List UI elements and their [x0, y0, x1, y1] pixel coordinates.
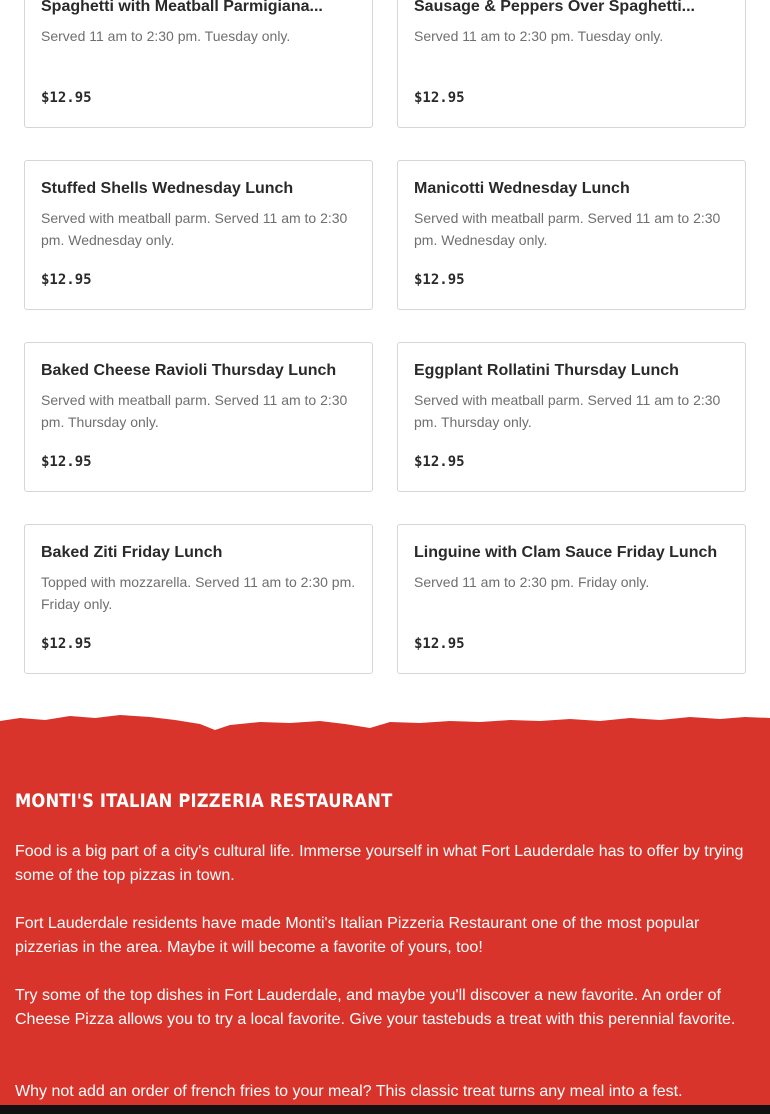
- menu-item-title: Baked Cheese Ravioli Thursday Lunch: [41, 362, 337, 379]
- footer-paragraph: Food is a big part of a city's cultural life. Immerse yourself in what Fort Lauderdale has to offer by trying some of the top pizzas in town.: [15, 843, 744, 884]
- menu-item-price: $12.95: [41, 272, 92, 288]
- footer-paragraph: Try some of the top dishes in Fort Lauderdale, and maybe you'll discover a new favorite. An order of Cheese Pizza allows you to try a local favorite. Give your tastebuds a treat with this perennial favorite.: [15, 987, 736, 1028]
- menu-item-card[interactable]: [397, 342, 746, 492]
- menu-item-card[interactable]: [397, 524, 746, 674]
- menu-item-price: $12.95: [414, 454, 465, 470]
- menu-item-price: $12.95: [41, 90, 92, 106]
- menu-item-card[interactable]: [397, 160, 746, 310]
- menu-item-description: Served 11 am to 2:30 pm. Tuesday only.: [414, 28, 664, 44]
- menu-item-card[interactable]: [24, 160, 373, 310]
- menu-item-price: $12.95: [414, 636, 465, 652]
- menu-item-title: Baked Ziti Friday Lunch: [41, 544, 223, 561]
- restaurant-info-footer: [0, 712, 770, 1114]
- footer-paragraph: Why not add an order of french fries to your meal? This classic treat turns any meal into a fest.: [15, 1083, 683, 1100]
- menu-item-card[interactable]: [397, 0, 746, 128]
- menu-item-price: $12.95: [414, 90, 465, 106]
- menu-item-title: Spaghetti with Meatball Parmigiana...: [41, 0, 323, 15]
- menu-item-price: $12.95: [41, 636, 92, 652]
- menu-item-description: Served 11 am to 2:30 pm. Friday only.: [414, 574, 650, 590]
- menu-item-price: $12.95: [41, 454, 92, 470]
- menu-item-card[interactable]: [24, 524, 373, 674]
- footer-heading: MONTI'S ITALIAN PIZZERIA RESTAURANT: [15, 790, 393, 812]
- menu-item-title: Linguine with Clam Sauce Friday Lunch: [414, 544, 718, 561]
- menu-item-description: Topped with mozzarella. Served 11 am to 2:30 pm. Friday only.: [41, 574, 356, 612]
- bottom-bar: [0, 1105, 770, 1114]
- menu-item-price: $12.95: [414, 272, 465, 288]
- menu-item-card[interactable]: [24, 0, 373, 128]
- menu-item-title: Stuffed Shells Wednesday Lunch: [41, 180, 294, 197]
- menu-item-title: Sausage & Peppers Over Spaghetti...: [414, 0, 695, 15]
- menu-item-description: Served with meatball parm. Served 11 am to 2:30 pm. Thursday only.: [41, 392, 348, 430]
- menu-item-title: Eggplant Rollatini Thursday Lunch: [414, 362, 679, 379]
- footer-paragraph: Fort Lauderdale residents have made Monti's Italian Pizzeria Restaurant one of the most popular pizzerias in the area. Maybe it will become a favorite of yours, too!: [15, 915, 700, 956]
- menu-item-card[interactable]: [24, 342, 373, 492]
- menu-item-description: Served with meatball parm. Served 11 am to 2:30 pm. Thursday only.: [414, 392, 721, 430]
- menu-item-description: Served with meatball parm. Served 11 am to 2:30 pm. Wednesday only.: [41, 210, 348, 248]
- menu-item-description: Served 11 am to 2:30 pm. Tuesday only.: [41, 28, 291, 44]
- menu-item-description: Served with meatball parm. Served 11 am to 2:30 pm. Wednesday only.: [414, 210, 721, 248]
- menu-item-title: Manicotti Wednesday Lunch: [414, 180, 630, 197]
